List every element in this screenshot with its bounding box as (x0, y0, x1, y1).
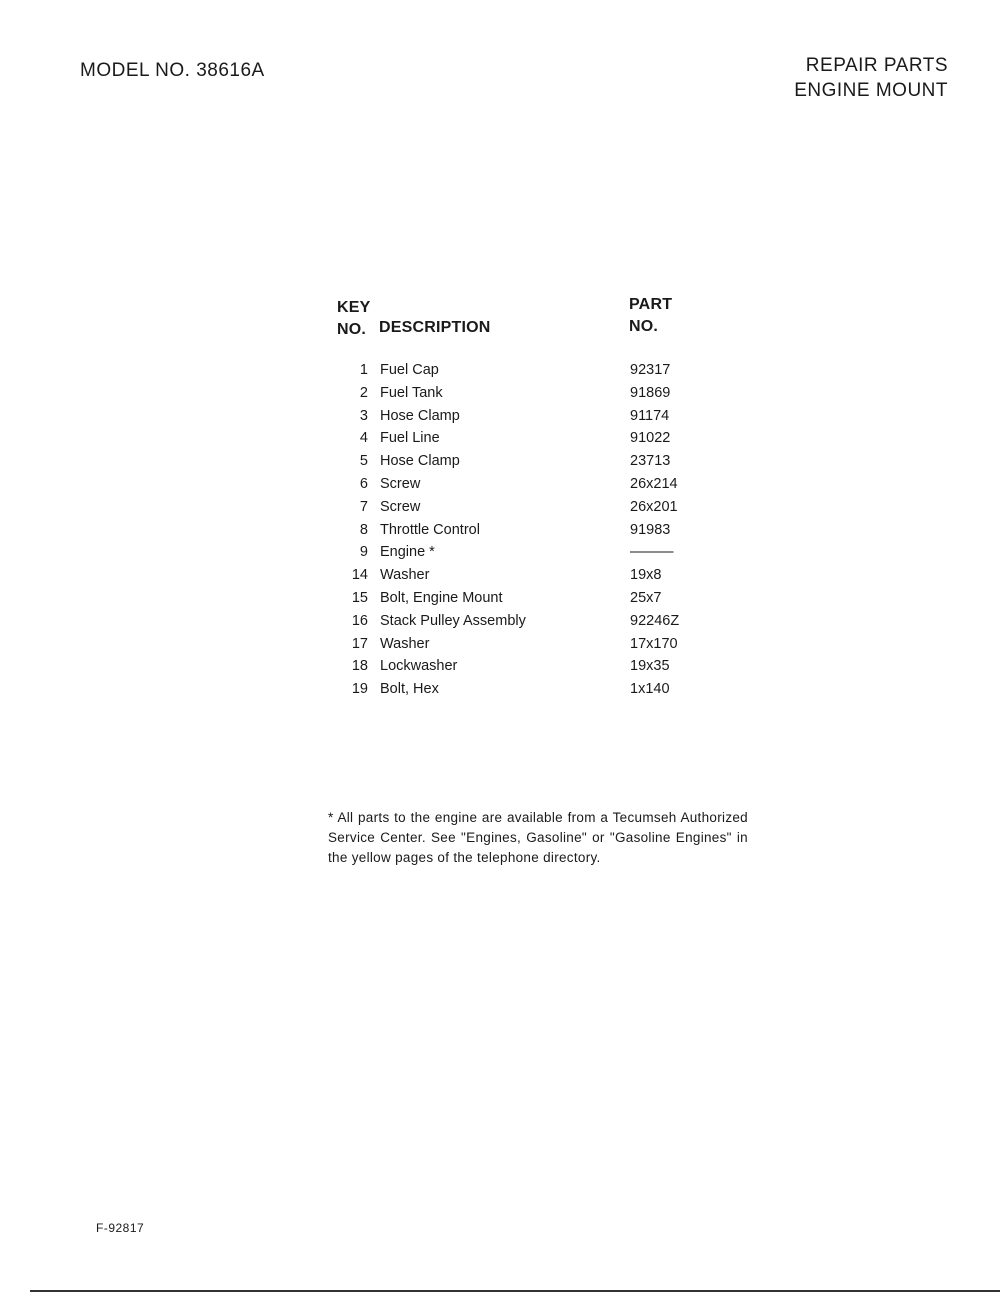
part-description: Fuel Cap (380, 362, 439, 378)
model-number: MODEL NO. 38616A (80, 60, 265, 81)
part-number: 17x170 (630, 635, 678, 652)
part-number: 91869 (630, 384, 671, 401)
parts-list (330, 362, 750, 704)
part-key-number: 8 (359, 521, 368, 538)
footnote: * All parts to the engine are available from a Tecumseh Authorized Service Center. See "Engines, Gasoline" or "Gasoline Engines" in the yellow pages of the telephone directory. (328, 810, 748, 865)
part-number: 26x201 (630, 498, 678, 515)
part-row (330, 544, 750, 567)
page-title (794, 53, 948, 103)
part-number: ——— (630, 544, 674, 561)
part-description: Screw (380, 475, 421, 492)
part-number: 19x8 (630, 567, 662, 584)
part-key-number: 7 (359, 498, 368, 515)
part-number: 92317 (630, 362, 671, 378)
part-row (330, 476, 750, 499)
part-number: 92246Z (630, 612, 680, 629)
part-description: Engine * (380, 544, 435, 561)
part-description: Throttle Control (380, 521, 480, 538)
part-row (330, 453, 750, 476)
part-row (330, 613, 750, 636)
part-key-number: 4 (359, 430, 368, 447)
part-row (330, 385, 750, 408)
part-header-line2: NO. (629, 318, 659, 335)
part-no-column-header (629, 294, 672, 338)
bottom-divider (30, 1290, 1000, 1292)
key-no-column-header (337, 297, 371, 341)
part-description: Fuel Line (380, 430, 440, 447)
part-key-number: 16 (351, 612, 368, 629)
part-number: 23713 (630, 453, 671, 470)
part-number: 91983 (630, 521, 671, 538)
part-row (330, 681, 750, 704)
part-row (330, 567, 750, 590)
part-description: Fuel Tank (380, 384, 443, 401)
part-key-number: 6 (359, 475, 368, 492)
part-row (330, 499, 750, 522)
part-description: Bolt, Engine Mount (380, 589, 503, 606)
part-key-number: 3 (359, 407, 368, 424)
part-row (330, 430, 750, 453)
part-number: 19x35 (630, 658, 670, 675)
part-key-number: 5 (359, 453, 368, 470)
part-description: Washer (380, 567, 430, 584)
part-description: Bolt, Hex (380, 681, 439, 698)
part-key-number: 15 (351, 589, 368, 606)
title-repair-parts: REPAIR PARTS (805, 55, 948, 76)
part-row (330, 408, 750, 431)
part-key-number: 14 (351, 567, 368, 584)
part-key-number: 1 (359, 362, 368, 378)
part-description: Screw (380, 498, 421, 515)
part-key-number: 17 (351, 635, 368, 652)
key-header-line2: NO. (337, 321, 367, 338)
form-number: F-92817 (96, 1221, 145, 1235)
part-row (330, 636, 750, 659)
part-key-number: 18 (351, 658, 368, 675)
part-row (330, 522, 750, 545)
part-description: Hose Clamp (380, 453, 460, 470)
part-number: 91022 (630, 430, 671, 447)
part-number: 91174 (630, 407, 670, 424)
part-description: Stack Pulley Assembly (380, 612, 526, 629)
part-number: 26x214 (630, 475, 678, 492)
part-description: Hose Clamp (380, 407, 460, 424)
part-number: 25x7 (630, 589, 662, 606)
part-row (330, 590, 750, 613)
part-description: Lockwasher (380, 658, 458, 675)
key-header-line1: KEY (337, 299, 371, 316)
part-key-number: 9 (359, 544, 368, 561)
part-description: Washer (380, 635, 430, 652)
part-key-number: 2 (359, 384, 368, 401)
part-header-line1: PART (629, 296, 673, 313)
part-row (330, 362, 750, 385)
part-row (330, 658, 750, 681)
title-engine-mount: ENGINE MOUNT (794, 80, 948, 101)
part-key-number: 19 (351, 681, 368, 698)
part-number: 1x140 (630, 681, 670, 698)
description-column-header: DESCRIPTION (379, 319, 491, 336)
